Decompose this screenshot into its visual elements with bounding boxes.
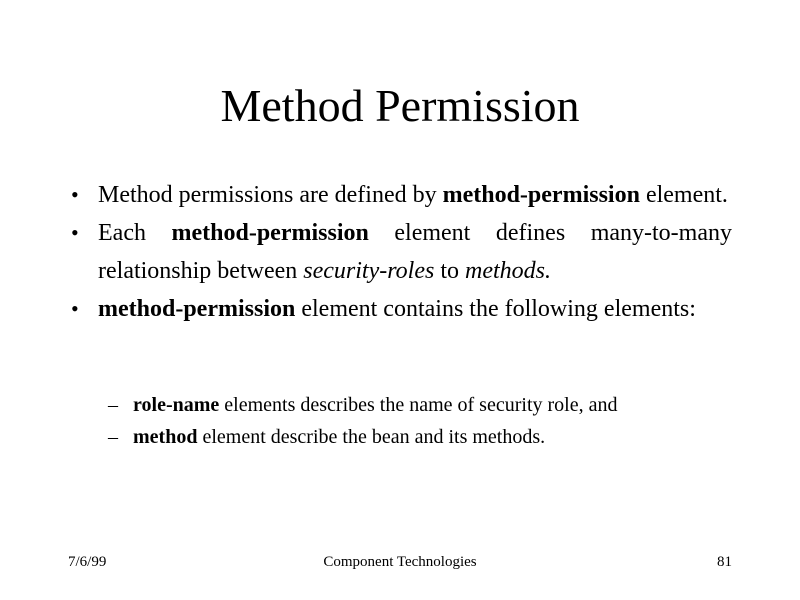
text-run: to [434,258,466,284]
text-run: elements describes the name of security role, and [219,394,618,416]
dash-icon: – [108,426,118,448]
keyword-method-permission: method-permission [171,220,369,246]
sub-bullet-item [108,421,733,453]
keyword-method-permission: method-permission [98,296,296,322]
text-run: Method permissions are defined by [98,182,443,208]
bullet-icon: • [71,182,79,207]
text-run: element describe the bean and its methods. [197,426,546,448]
bullet-text [98,296,696,322]
dash-icon: – [108,394,118,416]
page-number: 81 [717,554,732,570]
sub-bullet-item [108,389,733,421]
sub-bullet-text [133,426,545,448]
bullet-item [71,176,732,214]
footer-date: 7/6/99 [68,554,107,570]
bullet-text [98,182,728,208]
keyword-role-name: role-name [133,394,220,416]
bullet-item [71,214,732,290]
sub-bullet-list [108,389,733,453]
text-run: Each [98,220,172,246]
term-methods: methods. [465,258,552,284]
text-run: element contains the following elements: [295,296,696,322]
text-run: element defines many-to-many relationship between [98,220,732,284]
bullet-list [71,176,732,328]
sub-bullet-text [133,394,617,416]
footer-title: Component Technologies [323,554,477,570]
bullet-icon: • [71,296,79,321]
keyword-method-permission: method-permission [442,182,640,208]
bullet-icon: • [71,220,79,245]
slide-title: Method Permission [220,80,580,131]
keyword-method: method [133,426,198,448]
text-run: element. [639,182,728,208]
bullet-text [98,220,732,284]
bullet-item [71,290,732,328]
term-security-roles: security-roles [303,258,435,284]
